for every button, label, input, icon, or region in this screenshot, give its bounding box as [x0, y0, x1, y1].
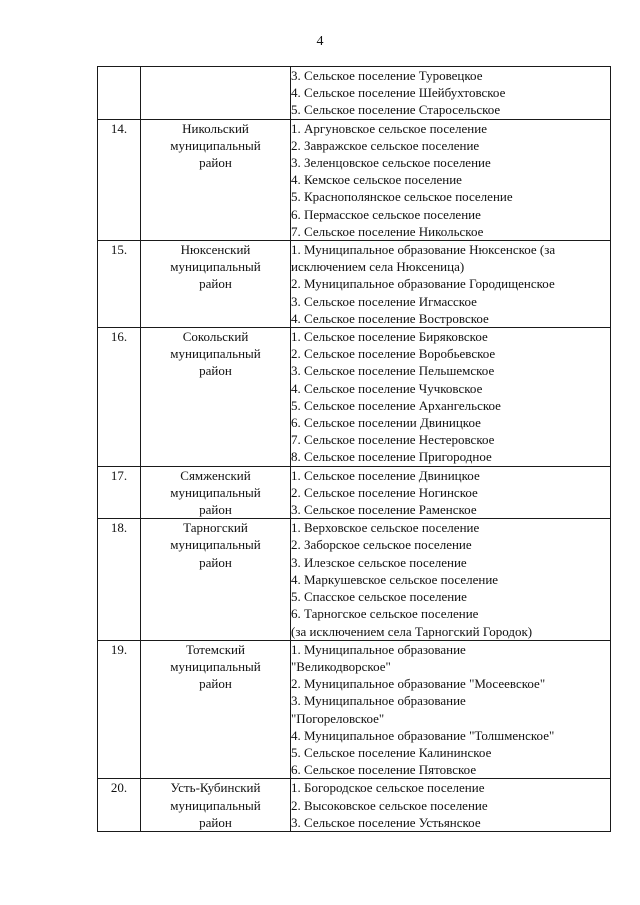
district-name-line: район	[199, 676, 232, 692]
settlement-list-item: 6. Пермасское сельское поселение	[291, 206, 481, 222]
page-number: 4	[316, 34, 324, 49]
settlement-list-item: 1. Муниципальное образование Нюксенское (за	[291, 242, 556, 258]
district-name-line: Тарногский	[183, 520, 248, 536]
settlement-list-item: 5. Спасское сельское поселение	[291, 589, 467, 605]
district-cell	[141, 119, 291, 240]
table-row	[98, 67, 611, 120]
settlement-list-item: "Великодворское"	[291, 658, 391, 674]
settlement-list-cell	[291, 640, 611, 779]
settlement-list-item: 1. Богородское сельское поселение	[291, 780, 485, 796]
table-row	[98, 328, 611, 467]
settlement-list-cell	[291, 67, 611, 120]
row-number: 14.	[98, 119, 141, 240]
settlement-list-item: 8. Сельское поселение Пригородное	[291, 449, 492, 465]
settlement-list-item: 2. Муниципальное образование Городищенское	[291, 276, 555, 292]
district-name-line: муниципальный	[170, 658, 261, 674]
table-row	[98, 119, 611, 240]
settlement-list-item: 2. Сельское поселение Воробьевское	[291, 346, 496, 362]
district-cell	[141, 779, 291, 832]
settlement-list-item: 5. Краснополянское сельское поселение	[291, 189, 513, 205]
settlement-list-item: 4. Муниципальное образование "Толшменское"	[291, 727, 555, 743]
district-name-line: Сямженский	[180, 467, 251, 483]
settlement-list-item: 3. Муниципальное образование	[291, 693, 466, 709]
table-row	[98, 640, 611, 779]
settlement-list-cell	[291, 779, 611, 832]
settlement-list-item: 1. Верховское сельское поселение	[291, 520, 480, 536]
district-name-line: муниципальный	[170, 797, 261, 813]
settlement-list-item: 6. Сельское поселение Пятовское	[291, 762, 477, 778]
settlement-list-item: 3. Зеленцовское сельское поселение	[291, 155, 491, 171]
district-cell	[141, 519, 291, 640]
row-number: 18.	[98, 519, 141, 640]
settlement-list-item: 6. Тарногское сельское поселение	[291, 606, 479, 622]
table-row	[98, 519, 611, 640]
row-number	[98, 67, 141, 120]
row-number: 19.	[98, 640, 141, 779]
table-body	[98, 67, 611, 832]
row-number: 17.	[98, 466, 141, 519]
table-row	[98, 779, 611, 832]
district-name-line: муниципальный	[170, 346, 261, 362]
settlement-list-item: (за исключением села Тарногский Городок)	[291, 623, 533, 639]
settlement-list-item: 2. Завражское сельское поселение	[291, 137, 480, 153]
district-name-line: муниципальный	[170, 259, 261, 275]
district-name-line: Тотемский	[186, 641, 245, 657]
district-name-line: Никольский	[182, 120, 249, 136]
settlement-list-item: 2. Заборское сельское поселение	[291, 537, 472, 553]
district-name-line: район	[199, 554, 232, 570]
settlement-list-item: 3. Сельское поселение Устьянское	[291, 814, 481, 830]
district-name-line: район	[199, 363, 232, 379]
settlement-list-item: 3. Илезское сельское поселение	[291, 554, 467, 570]
settlement-list-item: 4. Сельское поселение Чучковское	[291, 380, 483, 396]
settlements-table	[97, 66, 611, 832]
settlement-list-item: 7. Сельское поселение Нестеровское	[291, 432, 495, 448]
district-cell	[141, 640, 291, 779]
district-cell	[141, 466, 291, 519]
table-row	[98, 466, 611, 519]
settlement-list-item: 7. Сельское поселение Никольское	[291, 223, 484, 239]
settlement-list-item: исключением села Нюксеница)	[291, 259, 465, 275]
district-name-line: Нюксенский	[180, 242, 251, 258]
settlement-list-item: 4. Сельское поселение Шейбухтовское	[291, 85, 506, 101]
district-name-line: муниципальный	[170, 137, 261, 153]
district-name-line: Сокольский	[182, 329, 249, 345]
district-name-line: район	[199, 155, 232, 171]
settlement-list-item: 4. Маркушевское сельское поселение	[291, 571, 499, 587]
row-number: 16.	[98, 328, 141, 467]
row-number: 15.	[98, 241, 141, 328]
settlement-list-item: 5. Сельское поселение Калининское	[291, 744, 492, 760]
settlement-list-item: 4. Кемское сельское поселение	[291, 172, 462, 188]
district-name-line: район	[199, 814, 232, 830]
settlement-list-cell	[291, 328, 611, 467]
settlement-list-item: 2. Муниципальное образование "Мосеевское"	[291, 676, 546, 692]
settlement-list-item: 2. Сельское поселение Ногинское	[291, 484, 478, 500]
district-name-line: район	[199, 276, 232, 292]
settlement-list-item: 4. Сельское поселение Востровское	[291, 310, 489, 326]
district-name-line: муниципальный	[170, 537, 261, 553]
settlement-list-cell	[291, 241, 611, 328]
settlement-list-item: 6. Сельское поселении Двиницкое	[291, 415, 481, 431]
district-name-line: муниципальный	[170, 484, 261, 500]
settlement-list-item: 3. Сельское поселение Туровецкое	[291, 68, 483, 83]
table-row	[98, 241, 611, 328]
settlement-list-item: 3. Сельское поселение Раменское	[291, 502, 477, 518]
settlement-list-cell	[291, 519, 611, 640]
settlement-list-cell	[291, 119, 611, 240]
settlement-list-item: 2. Высоковское сельское поселение	[291, 797, 488, 813]
settlement-list-item: 1. Аргуновское сельское поселение	[291, 120, 487, 136]
settlement-list-item: 1. Сельское поселение Биряковское	[291, 329, 488, 345]
settlement-list-item: "Погореловское"	[291, 710, 385, 726]
settlement-list-item: 5. Сельское поселение Архангельское	[291, 397, 501, 413]
district-name-line: Усть-Кубинский	[170, 780, 261, 796]
district-name-line: район	[199, 502, 232, 518]
row-number: 20.	[98, 779, 141, 832]
settlement-list-item: 1. Муниципальное образование	[291, 641, 466, 657]
settlement-list-item: 5. Сельское поселение Старосельское	[291, 102, 501, 118]
district-cell	[141, 241, 291, 328]
settlement-list-item: 3. Сельское поселение Пельшемское	[291, 363, 495, 379]
settlement-list-cell	[291, 466, 611, 519]
district-cell	[141, 328, 291, 467]
settlement-list-item: 1. Сельское поселение Двиницкое	[291, 467, 480, 483]
district-cell	[141, 67, 291, 120]
settlement-list-item: 3. Сельское поселение Игмасское	[291, 293, 477, 309]
